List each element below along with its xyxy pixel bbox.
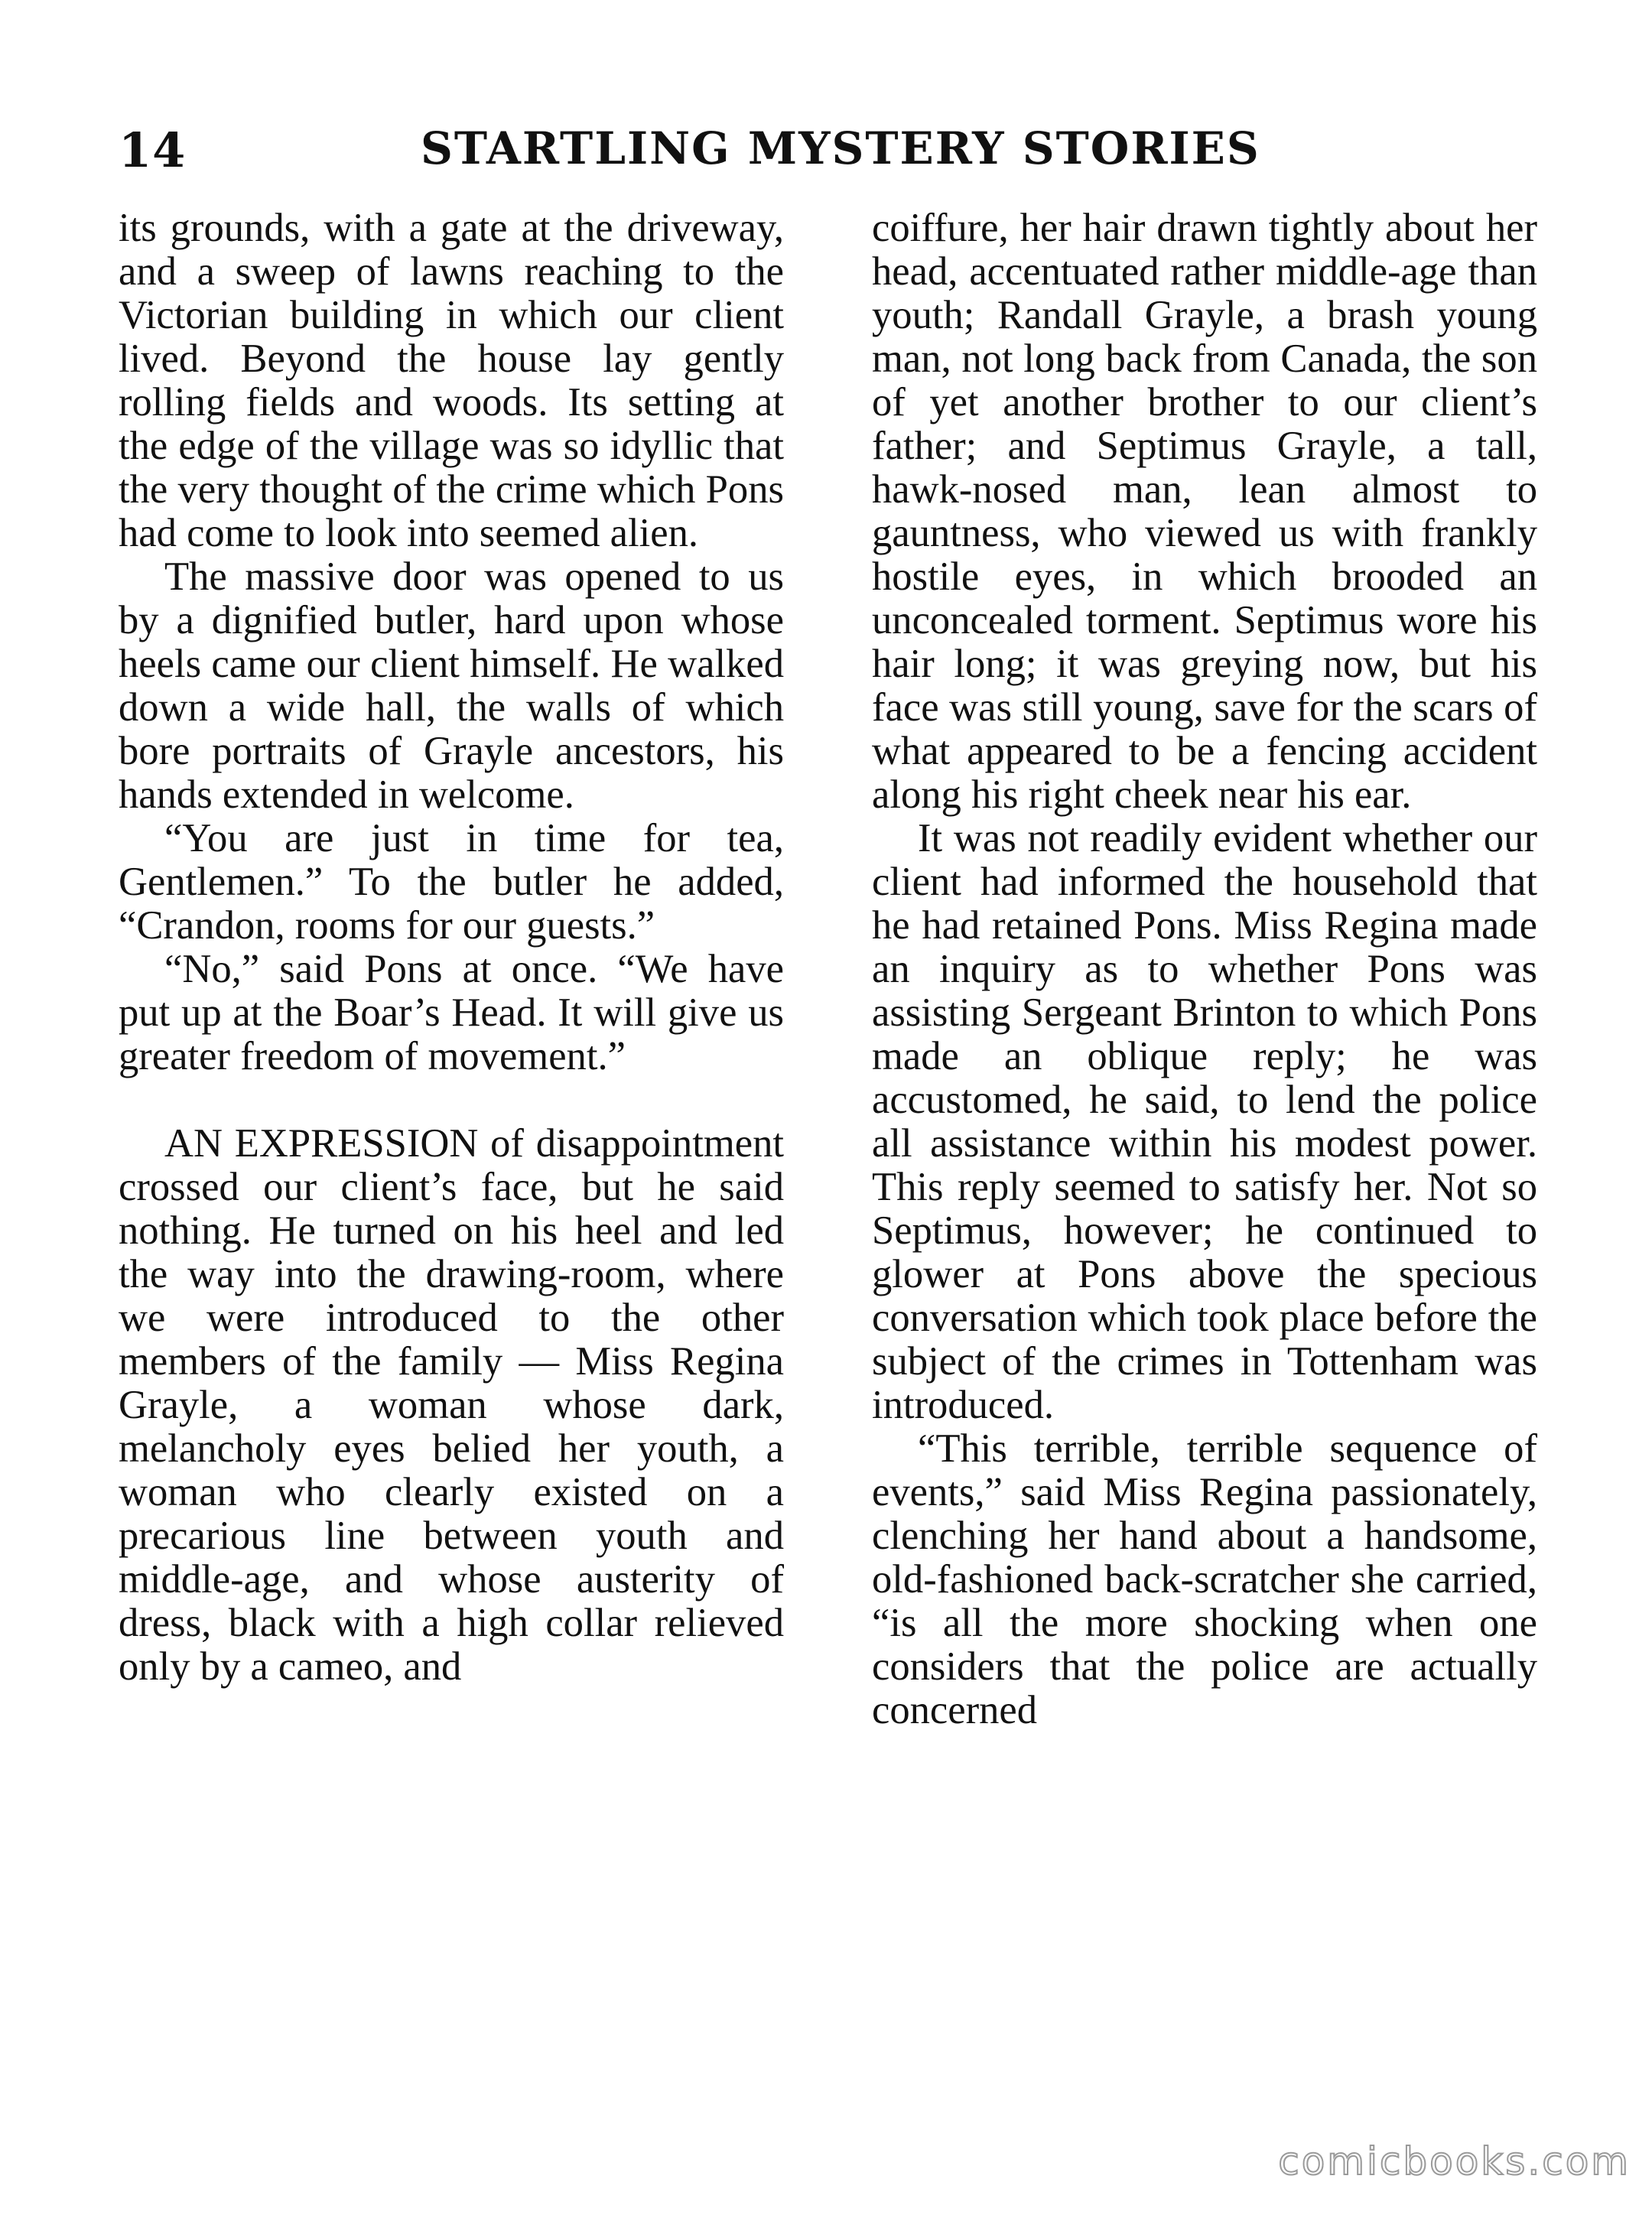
paragraph: “No,” said Pons at once. “We have put up at the Boar’s Head. It will give us greater freedom of movement.” — [119, 947, 784, 1078]
paragraph: coiffure, her hair drawn tightly about her head, accentuated rather middle-age than youth; Randall Grayle, a brash young man, not long back from Canada, the son of yet another brother to our client’s father; and Septimus Grayle, a tall, hawk-nosed man, lean almost to gauntness, who viewed us with frankly hostile eyes, in which brooded an unconcealed torment. Septimus wore his hair long; it was greying now, but his face was still young, save for the scars of what appeared to be a fencing accident along his right cheek near his ear. — [872, 206, 1537, 817]
watermark-logo: comicbooks.com — [1278, 2139, 1631, 2184]
right-column — [872, 207, 1537, 1732]
page-number: 14 — [119, 122, 187, 178]
paragraph: AN EXPRESSION of disappointment crossed our client’s face, but he said nothing. He turned on his heel and led the way into the drawing-room, where we were introduced to the other members of the family — Miss Regina Grayle, a woman whose dark, melancholy eyes belied her youth, a woman who clearly existed on a precarious line between youth and middle-age, and whose austerity of dress, black with a high collar relieved only by a cameo, and — [119, 1121, 784, 1689]
paragraph: The massive door was opened to us by a dignified butler, hard upon whose heels came our client himself. He walked down a wide hall, the walls of which bore portraits of Grayle ancestors, his hands extended in welcome. — [119, 554, 784, 817]
paragraph: “You are just in time for tea, Gentlemen.” To the butler he added, “Crandon, rooms for our guests.” — [119, 816, 784, 948]
running-title: STARTLING MYSTERY STORIES — [421, 122, 1260, 174]
paragraph: It was not readily evident whether our client had informed the household that he had retained Pons. Miss Regina made an inquiry as to whether Pons was assisting Sergeant Brinton to which Pons made an oblique reply; he was accustomed, he said, to lend the police all assistance within his modest power. This reply seemed to satisfy her. Not so Septimus, however; he continued to glower at Pons above the specious conversation which took place before the subject of the crimes in Tottenham was introduced. — [872, 816, 1537, 1427]
page-header — [119, 122, 1533, 184]
section-break — [119, 1078, 784, 1122]
paragraph: “This terrible, terrible sequence of events,” said Miss Regina passionately, clenching her hand about a handsome, old-fashioned back-scratcher she carried, “is all the more shocking when one considers that the police are actually concerned — [872, 1426, 1537, 1732]
paragraph: its grounds, with a gate at the driveway, and a sweep of lawns reaching to the Victorian building in which our client lived. Beyond the house lay gently rolling fields and woods. Its setting at the edge of the village was so idyllic that the very thought of the crime which Pons had come to look into seemed alien. — [119, 206, 784, 555]
left-column — [119, 207, 784, 1689]
